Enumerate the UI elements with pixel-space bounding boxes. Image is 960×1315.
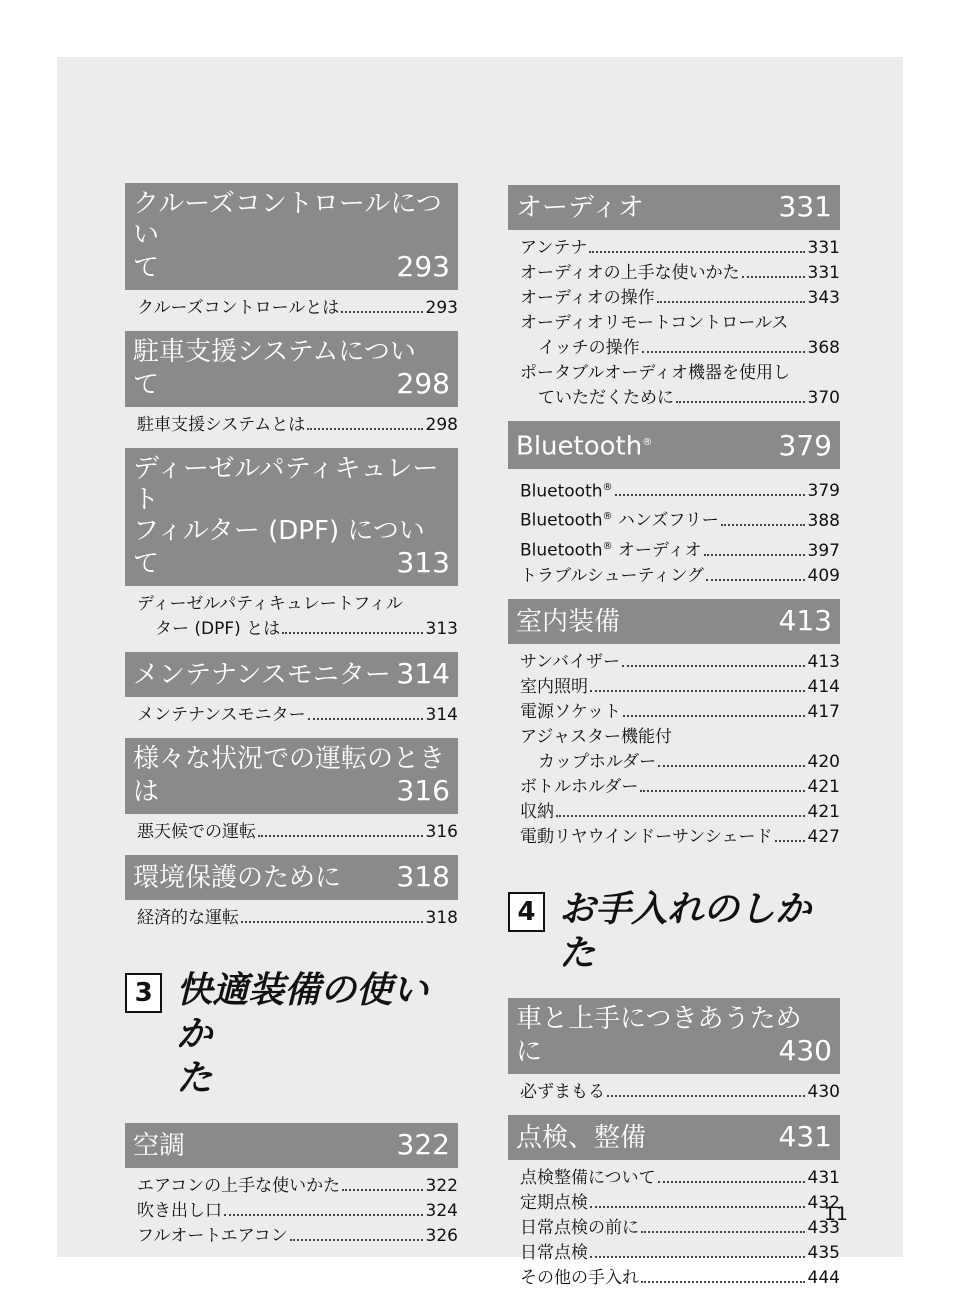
section-title-line2: フィルター (DPF) につい [133, 516, 425, 546]
registered-mark: ® [602, 511, 613, 523]
toc-entry[interactable] [520, 1080, 840, 1105]
entry-title: エアコンの上手な使いかた [137, 1176, 341, 1196]
entry-page: 343 [807, 288, 840, 308]
section-title: メンテナンスモニター [133, 660, 391, 690]
entry-title-suffix: オーディオ [612, 540, 702, 561]
section-header-dpf[interactable] [125, 448, 458, 586]
section-title: 環境保護のために [133, 863, 342, 893]
entry-page: 432 [807, 1192, 840, 1213]
entry-title: サンバイザー [520, 651, 620, 672]
toc-entry[interactable] [520, 386, 840, 411]
entry-page: 368 [807, 338, 840, 358]
entry-page: 409 [807, 565, 840, 586]
section-title-line3: て [133, 549, 160, 579]
entry-page: 414 [807, 676, 840, 697]
chapter-heading [508, 888, 840, 976]
entry-title: アンテナ [520, 238, 588, 258]
section-page-number: 298 [396, 367, 450, 400]
entry-page: 420 [807, 751, 840, 772]
section-title [516, 427, 652, 463]
entry-title-text: Bluetooth [520, 540, 603, 561]
toc-entry[interactable] [137, 820, 458, 845]
entry-page: 421 [807, 801, 840, 822]
entry-page: 430 [807, 1081, 840, 1102]
entry-page: 324 [425, 1201, 458, 1221]
entry-page: 331 [807, 238, 840, 258]
section-entries [508, 230, 840, 421]
section-header-inspection[interactable] [508, 1115, 840, 1160]
entry-page: 413 [807, 651, 840, 672]
toc-entry[interactable] [520, 1216, 840, 1241]
dot-leader [290, 1239, 423, 1241]
entry-title: 吹き出し口 [137, 1201, 222, 1221]
entry-page: 322 [425, 1176, 458, 1196]
entry-page: 313 [425, 619, 458, 639]
section-page-number: 331 [778, 190, 832, 223]
dot-leader [658, 1181, 805, 1183]
right-column [508, 185, 840, 1301]
dot-leader [590, 1206, 805, 1208]
section-entries [508, 644, 840, 860]
entry-title: 必ずまもる [520, 1081, 605, 1102]
section-title-line1: クルーズコントロールについ [133, 189, 442, 250]
toc-entry[interactable] [520, 775, 840, 800]
entry-page: 421 [807, 776, 840, 797]
toc-entry[interactable] [520, 675, 840, 700]
dot-leader [341, 311, 422, 313]
section-page-number: 318 [396, 860, 450, 893]
toc-entry[interactable] [520, 825, 840, 850]
entry-title: トラブルシューティング [520, 565, 704, 586]
toc-entry[interactable] [520, 650, 840, 675]
entry-page: 417 [807, 701, 840, 722]
dot-leader [308, 718, 423, 720]
toc-entry[interactable] [520, 564, 840, 589]
toc-entry[interactable] [137, 413, 458, 438]
toc-entry[interactable] [137, 703, 458, 728]
entry-title: 経済的な運転 [137, 908, 239, 928]
dot-leader [224, 1214, 423, 1216]
chapter-title-line2: た [176, 1058, 213, 1099]
section-page-number: 322 [396, 1128, 450, 1161]
section-header-maintenance-monitor[interactable] [125, 652, 458, 697]
section-header-air-conditioning[interactable] [125, 1123, 458, 1168]
section-title-line1: ディーゼルパティキュレート [133, 454, 439, 515]
section-entries [125, 290, 458, 331]
section-title-line2: に [516, 1036, 543, 1067]
entry-title [520, 504, 719, 534]
section-title: 空調 [133, 1131, 186, 1161]
entry-title-line1[interactable]: オーディオリモートコントロールス [520, 313, 789, 333]
entry-title: ていただくために [538, 388, 674, 408]
registered-mark: ® [642, 437, 653, 448]
entry-title: ボトルホルダー [520, 776, 639, 797]
registered-mark: ® [602, 481, 613, 493]
dot-leader [241, 921, 423, 923]
entry-title-suffix: ハンズフリー [612, 510, 719, 531]
section-page-number: 430 [778, 1033, 832, 1067]
dot-leader [556, 815, 805, 817]
section-entries [125, 900, 458, 941]
section-header-audio[interactable] [508, 185, 840, 230]
dot-leader [642, 351, 805, 353]
dot-leader [282, 632, 422, 634]
entry-title-text: Bluetooth [520, 481, 603, 502]
toc-entry[interactable] [520, 236, 840, 261]
section-header-cruise-control[interactable] [125, 183, 458, 290]
toc-entry[interactable] [137, 1224, 458, 1249]
entry-page: 435 [807, 1242, 840, 1263]
entry-title: 電動リヤウインドーサンシェード [520, 826, 773, 847]
section-page-number: 314 [396, 657, 450, 690]
entry-page: 433 [807, 1217, 840, 1238]
chapter-number: 4 [508, 892, 545, 932]
dot-leader [623, 715, 805, 717]
section-title: 点検、整備 [516, 1122, 647, 1153]
toc-entry[interactable] [520, 800, 840, 825]
entry-page: 293 [425, 298, 458, 318]
section-entries [125, 1168, 458, 1259]
registered-mark: ® [602, 540, 613, 552]
dot-leader [590, 1256, 805, 1258]
toc-entry[interactable] [520, 504, 840, 534]
section-title-line2: て [133, 370, 160, 400]
entry-title: フルオートエアコン [137, 1226, 288, 1246]
toc-entry[interactable] [520, 336, 840, 361]
section-header-driving-conditions[interactable] [125, 738, 458, 814]
section-page-number: 293 [396, 250, 450, 283]
entry-title [520, 534, 702, 564]
section-page-number: 313 [396, 546, 450, 579]
section-header-parking-assist[interactable] [125, 331, 458, 407]
section-header-interior[interactable] [508, 599, 840, 644]
dot-leader [721, 524, 805, 526]
toc-entry[interactable] [137, 1199, 458, 1224]
entry-title: 日常点検の前に [520, 1217, 639, 1238]
entry-title: 点検整備について [520, 1167, 656, 1188]
chapter-title: お手入れのしかた [559, 888, 812, 974]
section-title-line2: は [133, 777, 160, 807]
toc-entry[interactable] [520, 534, 840, 564]
toc-entry[interactable] [520, 1241, 840, 1266]
section-title-line1: 車と上手につきあうため [516, 1003, 802, 1034]
section-header-environment[interactable] [125, 855, 458, 900]
entry-title: 定期点検 [520, 1192, 588, 1213]
entry-title: 日常点検 [520, 1242, 588, 1263]
chapter-heading [125, 969, 458, 1101]
section-entries [508, 469, 840, 599]
section-title: 室内装備 [516, 606, 621, 637]
section-entries [125, 586, 458, 652]
entry-title-text: Bluetooth [520, 510, 603, 531]
dot-leader [704, 554, 805, 556]
left-column [125, 183, 458, 1259]
toc-entry[interactable] [137, 617, 458, 642]
dot-leader [622, 665, 805, 667]
chapter-title [176, 969, 458, 1101]
entry-title-line1[interactable]: ポータブルオーディオ機器を使用し [520, 363, 790, 383]
entry-page: 444 [807, 1267, 840, 1288]
entry-page: 298 [425, 415, 458, 435]
dot-leader [607, 1095, 805, 1097]
entry-title: 電源ソケット [520, 701, 621, 722]
toc-entry[interactable] [520, 1191, 840, 1216]
entry-page: 388 [807, 510, 840, 531]
section-title-line2: て [133, 253, 160, 283]
toc-entry[interactable] [520, 700, 840, 725]
entry-title: オーディオの上手な使いかた [520, 263, 740, 283]
entry-title: 悪天候での運転 [137, 822, 256, 842]
chapter-title-line1: 快適装備の使いか [176, 970, 429, 1055]
section-entries [125, 814, 458, 855]
toc-entry[interactable] [137, 296, 458, 321]
toc-entry[interactable] [520, 1266, 840, 1291]
dot-leader [676, 401, 805, 403]
dot-leader [590, 690, 805, 692]
entry-page: 318 [425, 908, 458, 928]
entry-title: オーディオの操作 [520, 288, 655, 308]
dot-leader [258, 835, 423, 837]
entry-title-line1[interactable]: アジャスター機能付 [520, 726, 672, 747]
dot-leader [775, 840, 805, 842]
entry-page: 397 [807, 540, 840, 561]
entry-title: クルーズコントロールとは [137, 298, 340, 318]
dot-leader [589, 251, 804, 253]
toc-entry[interactable] [520, 750, 840, 775]
entry-title: イッチの操作 [538, 338, 640, 358]
section-header-bluetooth[interactable] [508, 421, 840, 469]
section-entries [508, 1074, 840, 1115]
dot-leader [742, 276, 805, 278]
entry-page: 427 [807, 826, 840, 847]
dot-leader [342, 1189, 422, 1191]
section-title-line1: 様々な状況での運転のとき [133, 744, 446, 774]
section-page-number: 413 [778, 603, 832, 637]
entry-title [520, 475, 613, 505]
page-number: 11 [823, 1203, 848, 1225]
dot-leader [307, 428, 422, 430]
entry-page: 431 [807, 1167, 840, 1188]
toc-entry[interactable] [520, 475, 840, 505]
entry-page: 326 [425, 1226, 458, 1246]
section-title: オーディオ [516, 193, 644, 223]
section-title-text: Bluetooth [516, 431, 643, 462]
dot-leader [657, 301, 805, 303]
section-title-line1: 駐車支援システムについ [133, 337, 416, 367]
entry-title: 室内照明 [520, 676, 588, 697]
entry-title-line1[interactable]: ディーゼルパティキュレートフィル [137, 594, 403, 614]
dot-leader [641, 1281, 805, 1283]
chapter-number: 3 [125, 973, 162, 1013]
entry-title: メンテナンスモニター [137, 705, 306, 725]
entry-page: 331 [807, 263, 840, 283]
dot-leader [658, 765, 804, 767]
entry-page: 370 [807, 388, 840, 408]
section-entries [125, 697, 458, 738]
section-page-number: 431 [778, 1119, 832, 1153]
dot-leader [640, 790, 804, 792]
entry-page: 379 [807, 481, 840, 502]
entry-title: ター (DPF) とは [155, 619, 281, 639]
entry-title: カップホルダー [538, 751, 657, 772]
toc-entry[interactable] [520, 286, 840, 311]
toc-entry[interactable] [520, 1166, 840, 1191]
entry-title: 収納 [520, 801, 554, 822]
section-entries [125, 407, 458, 448]
section-page-number: 379 [778, 428, 832, 462]
dot-leader [615, 494, 805, 496]
entry-page: 316 [425, 822, 458, 842]
entry-title: 駐車支援システムとは [137, 415, 306, 435]
section-header-car-care[interactable] [508, 998, 840, 1074]
dot-leader [706, 579, 805, 581]
toc-entry[interactable] [520, 261, 840, 286]
section-entries [508, 1160, 840, 1301]
section-page-number: 316 [396, 774, 450, 807]
toc-entry[interactable] [137, 1174, 458, 1199]
dot-leader [641, 1231, 805, 1233]
toc-entry[interactable] [137, 906, 458, 931]
entry-page: 314 [425, 705, 458, 725]
entry-title: その他の手入れ [520, 1267, 639, 1288]
